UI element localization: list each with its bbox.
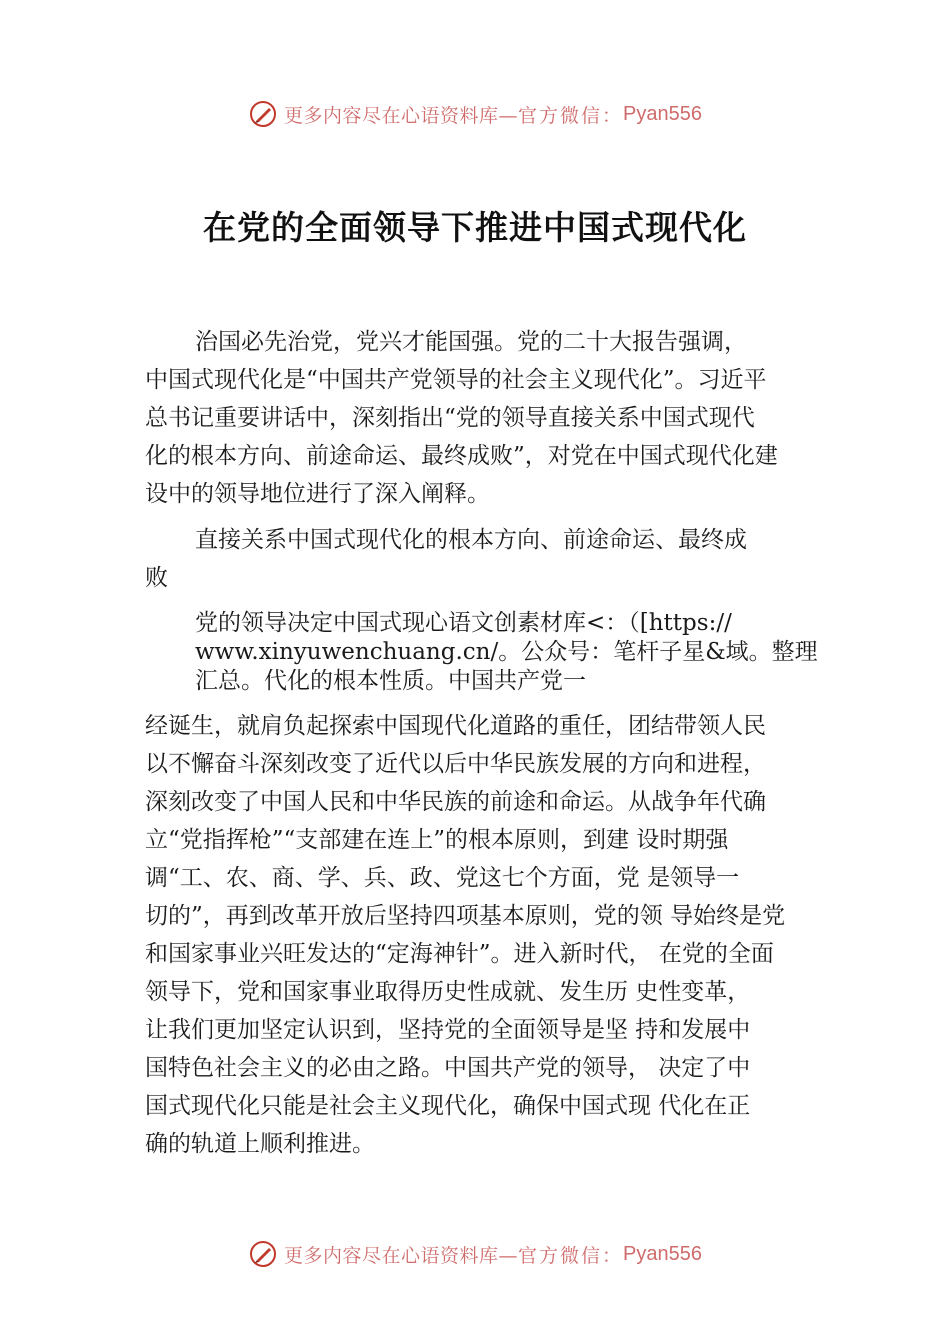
text-line: 总书记重要讲话中，深刻指出“党的领导直接关系中国式现代 xyxy=(145,405,755,431)
text-line: 中国式现代化是“中国共产党领导的社会主义现代化”。习近平 xyxy=(145,367,767,393)
section-heading xyxy=(145,521,825,597)
header-banner xyxy=(0,94,950,134)
text-line: 让我们更加坚定认识到，坚持党的全面领导是坚 持和发展中 xyxy=(145,1017,751,1043)
pen-logo-icon xyxy=(248,99,278,129)
text-line: 以不懈奋斗深刻改变了近代以后中华民族发展的方向和进程， xyxy=(145,751,766,777)
text-line: 治国必先治党，党兴才能国强。党的二十大报告强调， xyxy=(195,329,747,355)
document-title: 在党的全面领导下推进中国式现代化 xyxy=(203,208,747,247)
text-line: 党的领导决定中国式现心语文创素材库<：（[https:// xyxy=(195,610,732,636)
text-line: 切的”，再到改革开放后坚持四项基本原则，党的领 导始终是党 xyxy=(145,903,786,929)
text-line: 和国家事业兴旺发达的“定海神针”。进入新时代， 在党的全面 xyxy=(145,941,774,967)
banner-wechat-id: Pyan556 xyxy=(623,102,702,125)
text-line: 化的根本方向、前途命运、最终成败”，对党在中国式现代化建 xyxy=(145,443,778,469)
text-line: 经诞生，就肩负起探索中国现代化道路的重任，团结带领人民 xyxy=(145,713,766,739)
banner-wechat-label: 官方微信： xyxy=(518,104,624,127)
text-line: 设中的领导地位进行了深入阐释。 xyxy=(145,481,490,507)
text-line: 国特色社会主义的必由之路。中国共产党的领导， 决定了中 xyxy=(145,1055,751,1081)
text-line: 确的轨道上顺利推进。 xyxy=(145,1131,375,1157)
banner-text: 更多内容尽在心语资料库— xyxy=(284,104,519,127)
banner-wechat-id: Pyan556 xyxy=(623,1242,702,1265)
paragraph-intro xyxy=(145,323,825,513)
paragraph-body xyxy=(145,707,825,1163)
text-line: 汇总。代化的根本性质。中国共产党一 xyxy=(195,668,586,694)
text-line: 直接关系中国式现代化的根本方向、前途命运、最终成 xyxy=(195,527,747,553)
text-line: 立“党指挥枪”“支部建在连上”的根本原则，到建 设时期强 xyxy=(145,827,729,853)
pen-logo-icon xyxy=(248,1239,278,1269)
text-line: www.xinyuwenchuang.cn/。公众号：笔杆子星&域。整理 xyxy=(195,639,818,665)
text-line: 深刻改变了中国人民和中华民族的前途和命运。从战争年代确 xyxy=(145,789,766,815)
footer-banner xyxy=(0,1234,950,1274)
text-line: 败 xyxy=(145,565,168,591)
text-line: 调“工、农、商、学、兵、政、党这七个方面，党 是领导一 xyxy=(145,865,740,891)
banner-text: 更多内容尽在心语资料库— xyxy=(284,1244,519,1267)
text-line: 领导下，党和国家事业取得历史性成就、发生历 史性变革， xyxy=(145,979,751,1005)
paragraph-with-watermark xyxy=(145,609,825,696)
banner-wechat-label: 官方微信： xyxy=(518,1244,624,1267)
text-line: 国式现代化只能是社会主义现代化，确保中国式现 代化在正 xyxy=(145,1093,751,1119)
